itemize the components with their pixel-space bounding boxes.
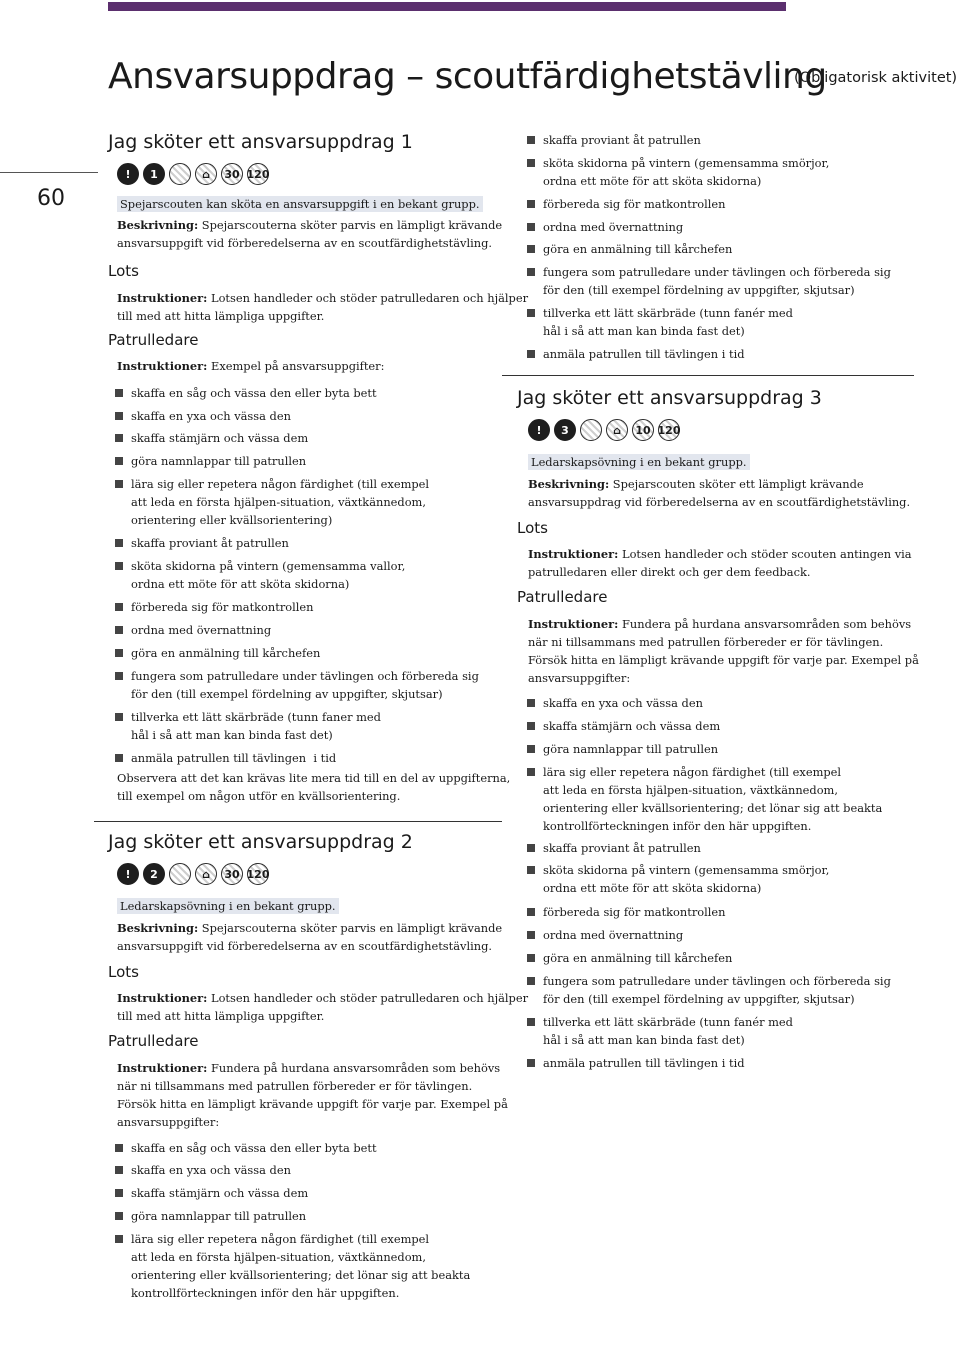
list-item: lära sig eller repetera någon färdighet (till exempel att leda en första hjälpen-situation, växtkännedom, orientering eller kvällsorientering; det lönar sig att beakta kontrollförteckningen inför den här uppgiften. [543,765,883,833]
section-2-icons [117,863,269,885]
section-3-intro [528,453,750,471]
section-1-intro-text: Spejarscouten kan sköta en ansvarsuppgift i en bekant grupp. [117,196,483,212]
list-item: sköta skidorna på vintern (gemensamma smörjor, ordna ett möte för att sköta skidorna) [543,863,830,895]
list-item: anmäla patrullen till tävlingen i tid [131,751,337,765]
instruktioner-label: Instruktioner: [117,991,208,1005]
section-2-description [117,919,502,937]
list-item: göra namnlappar till patrullen [131,454,307,468]
list-item: ordna med övernattning [543,220,684,234]
section-2-pl-instructions-2: när ni tillsammans med patrullen förbereder er för tävlingen. [117,1079,473,1093]
section-3-intro-text: Ledarskapsövning i en bekant grupp. [528,454,750,470]
list-item: skaffa en yxa och vässa den [131,1163,291,1177]
house-icon: ⌂ [606,419,628,441]
section-2-pl-instructions-4: ansvarsuppgifter: [117,1115,220,1129]
list-item: skaffa proviant åt patrullen [543,841,701,855]
top-color-bar [108,2,786,11]
page-subtitle: (Obligatorisk aktivitet) [794,70,958,86]
list-item: förbereda sig för matkontrollen [543,197,726,211]
page-number: 60 [37,186,65,211]
patrulledare-heading: Patrulledare [108,1032,199,1050]
list-item: göra en anmälning till kårchefen [131,646,321,660]
section-1-desc-line: Spejarscouterna sköter parvis en lämpligt krävande [198,218,503,232]
section-1-lots-instructions [117,289,528,307]
list-item: lära sig eller repetera någon färdighet (till exempel att leda en första hjälpen-situation, växtkännedom, orientering eller kvällsorientering) [131,477,430,527]
section-3-heading: Jag sköter ett ansvarsuppdrag 3 [517,387,822,409]
list-item: anmäla patrullen till tävlingen i tid [543,1056,745,1070]
list-item: sköta skidorna på vintern (gemensamma vallor, ordna ett möte för att sköta skidorna) [131,559,406,591]
level-badge-icon: 3 [554,419,576,441]
hiker-icon [169,163,191,185]
list-item: ordna med övernattning [131,623,272,637]
section-3-pl-line: Fundera på hurdana ansvarsområden som behövs [618,617,912,631]
instruktioner-label: Instruktioner: [117,1061,208,1075]
section-1-pl-line: Exempel på ansvarsuppgifter: [207,359,385,373]
section-1-description-2: ansvarsuppgift vid förberedelserna av en scoutfärdighetstävling. [117,236,492,250]
section-2-pl-instructions [117,1059,500,1077]
list-item: skaffa stämjärn och vässa dem [131,431,309,445]
duration-icon: 10 [632,419,654,441]
section-1-heading: Jag sköter ett ansvarsuppdrag 1 [108,131,413,153]
section-2-heading: Jag sköter ett ansvarsuppdrag 2 [108,831,413,853]
list-item: göra en anmälning till kårchefen [543,951,733,965]
hiker-icon [580,419,602,441]
age-icon: 120 [247,863,269,885]
beskrivning-label: Beskrivning: [528,477,610,491]
section-1-icons [117,163,269,185]
duration-icon: 30 [221,863,243,885]
section-3-pl-instructions [528,615,911,633]
beskrivning-label: Beskrivning: [117,921,199,935]
section-3-pl-instructions-4: ansvarsuppgifter: [528,671,631,685]
list-item: tillverka ett lätt skärbräde (tunn fanér med hål i så att man kan binda fast det) [543,306,793,338]
patrulledare-heading: Patrulledare [108,331,199,349]
section-3-description [528,475,864,493]
section-2-pl-line: Fundera på hurdana ansvarsområden som behövs [207,1061,501,1075]
list-item: skaffa proviant åt patrullen [131,536,289,550]
section-1-intro [117,195,483,213]
list-item: förbereda sig för matkontrollen [131,600,314,614]
list-item: göra namnlappar till patrullen [131,1209,307,1223]
section-3-icons [528,419,680,441]
lots-heading: Lots [108,963,139,981]
patrulledare-heading: Patrulledare [517,588,608,606]
section-1-pl-instructions [117,357,384,375]
instruktioner-label: Instruktioner: [117,291,208,305]
exclamation-icon: ! [528,419,550,441]
page-number-rule [0,172,98,173]
section-3-desc-line: Spejarscouten sköter ett lämpligt krävande [609,477,864,491]
hiker-icon [169,863,191,885]
section-3-lots-instructions-2: patrulledaren eller direkt och ger dem feedback. [528,565,811,579]
house-icon: ⌂ [195,163,217,185]
level-badge-icon: 1 [143,163,165,185]
lots-heading: Lots [517,519,548,537]
exclamation-icon: ! [117,163,139,185]
section-2-lots-instructions [117,989,528,1007]
duration-icon: 30 [221,163,243,185]
section-1-note: Observera att det kan krävas lite mera tid till en del av uppgifterna, [117,771,511,785]
list-item: skaffa proviant åt patrullen [543,133,701,147]
list-item: skaffa en yxa och vässa den [131,409,291,423]
list-item: lära sig eller repetera någon färdighet (till exempel att leda en första hjälpen-situation, växtkännedom, orientering eller kvällsorientering; det lönar sig att beakta kontrollförteckningen inför den här uppgiften. [131,1232,471,1300]
age-icon: 120 [658,419,680,441]
instruktioner-label: Instruktioner: [528,547,619,561]
list-item: skaffa en såg och vässa den eller byta bett [131,386,377,400]
level-badge-icon: 2 [143,863,165,885]
section-2-pl-instructions-3: Försök hitta en lämpligt krävande uppgift för varje par. Exempel på [117,1097,508,1111]
list-item: anmäla patrullen till tävlingen i tid [543,347,745,361]
list-item: skaffa stämjärn och vässa dem [543,719,721,733]
list-item: skaffa en yxa och vässa den [543,696,703,710]
section-2-intro [117,897,339,915]
list-item: fungera som patrulledare under tävlingen och förbereda sig för den (till exempel fördelning av uppgifter, skjutsar) [543,974,891,1006]
section-3-lots-instructions [528,545,912,563]
list-item: förbereda sig för matkontrollen [543,905,726,919]
section-3-pl-instructions-3: Försök hitta en lämpligt krävande uppgift för varje par. Exempel på [528,653,919,667]
section-2-intro-text: Ledarskapsövning i en bekant grupp. [117,898,339,914]
house-icon: ⌂ [195,863,217,885]
beskrivning-label: Beskrivning: [117,218,199,232]
list-item: fungera som patrulledare under tävlingen och förbereda sig för den (till exempel fördelning av uppgifter, skjutsar) [131,669,479,701]
section-3-pl-instructions-2: när ni tillsammans med patrullen förbereder er för tävlingen. [528,635,884,649]
section-2-lots-instructions-2: till med att hitta lämpliga uppgifter. [117,1009,325,1023]
instruktioner-label: Instruktioner: [117,359,208,373]
section-2-lots-line: Lotsen handleder och stöder patrulledaren och hjälper [207,991,529,1005]
list-item: tillverka ett lätt skärbräde (tunn faner med hål i så att man kan binda fast det) [131,710,381,742]
section-3-description-2: ansvarsuppdrag vid förberedelserna av en scoutfärdighetstävling. [528,495,911,509]
section-divider [502,375,914,376]
section-3-lots-line: Lotsen handleder och stöder scouten antingen via [618,547,912,561]
section-2-description-2: ansvarsuppgift vid förberedelserna av en scoutfärdighetstävling. [117,939,492,953]
section-1-description [117,216,502,234]
list-item: skaffa stämjärn och vässa dem [131,1186,309,1200]
list-item: göra namnlappar till patrullen [543,742,719,756]
list-item: fungera som patrulledare under tävlingen och förbereda sig för den (till exempel fördelning av uppgifter, skjutsar) [543,265,891,297]
list-item: göra en anmälning till kårchefen [543,242,733,256]
lots-heading: Lots [108,262,139,280]
list-item: skaffa en såg och vässa den eller byta bett [131,1141,377,1155]
instruktioner-label: Instruktioner: [528,617,619,631]
section-1-lots-line: Lotsen handleder och stöder patrulledaren och hjälper [207,291,529,305]
age-icon: 120 [247,163,269,185]
list-item: tillverka ett lätt skärbräde (tunn fanér med hål i så att man kan binda fast det) [543,1015,793,1047]
page-title: Ansvarsuppdrag – scoutfärdighetstävling [108,56,827,97]
exclamation-icon: ! [117,863,139,885]
section-divider [94,821,502,822]
section-1-lots-instructions-2: till med att hitta lämpliga uppgifter. [117,309,325,323]
section-1-note-2: till exempel om någon utför en kvällsorientering. [117,789,401,803]
list-item: sköta skidorna på vintern (gemensamma smörjor, ordna ett möte för att sköta skidorna) [543,156,830,188]
list-item: ordna med övernattning [543,928,684,942]
section-2-desc-line: Spejarscouterna sköter parvis en lämpligt krävande [198,921,503,935]
